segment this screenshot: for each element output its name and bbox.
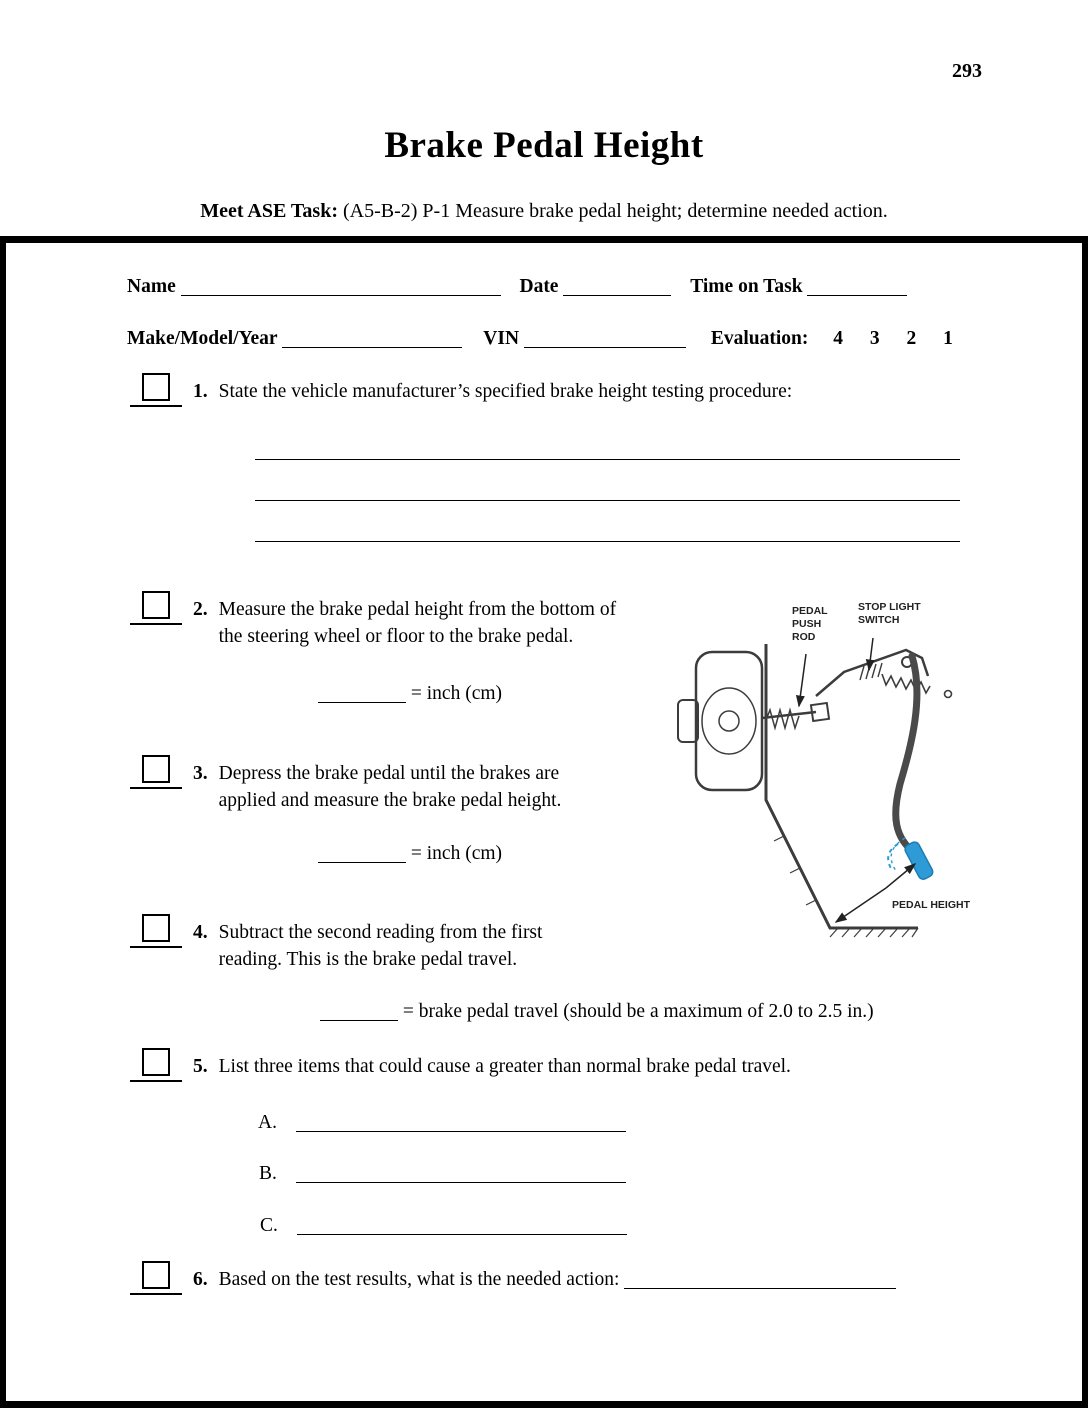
time-on-task-field[interactable] (807, 276, 907, 296)
task-checkbox-1[interactable] (130, 371, 182, 407)
task-checkbox-3[interactable] (130, 753, 182, 789)
q5-letter-a: A. (258, 1112, 277, 1133)
question-4-number: 4. (193, 922, 208, 943)
question-1 (130, 378, 980, 407)
task-checkbox-5[interactable] (130, 1046, 182, 1082)
evaluation-grade-4[interactable]: 4 (833, 328, 843, 349)
q5-letter-b: B. (259, 1163, 277, 1184)
floor-hatching (774, 836, 918, 937)
evaluation-grade-1[interactable]: 1 (943, 328, 953, 349)
question-3-text: Depress the brake pedal until the brakes are applied and measure the brake pedal height. (218, 763, 562, 812)
q3-answer (318, 843, 502, 865)
question-2-number: 2. (193, 599, 208, 620)
page-border-left (0, 236, 6, 1408)
brake-pedal-diagram (666, 592, 988, 952)
booster-hub (719, 711, 739, 731)
name-field[interactable] (181, 276, 501, 296)
pedal-pad (903, 840, 934, 881)
ase-task-line (0, 200, 1088, 223)
header-divider (0, 236, 1088, 243)
page-title: Brake Pedal Height (384, 125, 704, 166)
q6-answer-blank[interactable] (624, 1269, 896, 1289)
vin-label: VIN (483, 328, 520, 349)
question-6-number: 6. (193, 1269, 208, 1290)
q5-blank-b[interactable] (296, 1163, 626, 1183)
q3-answer-blank[interactable] (318, 843, 406, 863)
page-border-bottom (0, 1401, 1088, 1408)
switch-callout-arrow (869, 638, 873, 670)
q2-answer-suffix: = inch (cm) (410, 683, 503, 704)
q2-answer-blank[interactable] (318, 683, 406, 703)
checkbox-square (142, 591, 170, 619)
question-4-text: Subtract the second reading from the first reading. This is the brake pedal travel. (218, 922, 543, 971)
q5-blank-a[interactable] (296, 1112, 626, 1132)
return-spring (882, 674, 930, 693)
ase-task-text: (A5-B-2) P-1 Measure brake pedal height; determine needed action. (343, 200, 888, 222)
evaluation-label: Evaluation: (710, 328, 809, 349)
q1-answer-line-3[interactable] (255, 522, 960, 544)
evaluation-grade-2[interactable]: 2 (906, 328, 917, 349)
q5-item-a (258, 1112, 626, 1134)
question-5-number: 5. (193, 1056, 208, 1077)
time-on-task-label: Time on Task (690, 276, 803, 297)
q3-answer-suffix: = inch (cm) (410, 843, 503, 864)
question-5 (130, 1053, 979, 1082)
task-checkbox-6[interactable] (130, 1259, 182, 1295)
form-row-identity (127, 276, 907, 298)
name-label: Name (127, 276, 176, 297)
task-checkbox-4[interactable] (130, 912, 182, 948)
checkbox-square (142, 1048, 170, 1076)
checkbox-square (142, 755, 170, 783)
pedal-push-rod-label: PEDAL PUSH ROD (792, 605, 828, 643)
question-1-number: 1. (193, 381, 208, 402)
question-2-text: Measure the brake pedal height from the bottom of the steering wheel or floor to the brake pedal. (218, 599, 617, 648)
push-rod-spring (766, 710, 799, 728)
stop-light-switch-label: STOP LIGHT SWITCH (858, 601, 921, 626)
q1-answer-line-2[interactable] (255, 481, 960, 503)
q5-blank-c[interactable] (297, 1215, 627, 1235)
question-1-text: State the vehicle manufacturer’s specified brake height testing procedure: (218, 381, 793, 402)
checkbox-square (142, 914, 170, 942)
question-3 (130, 760, 619, 815)
q4-answer-suffix: = brake pedal travel (should be a maximum of 2.0 to 2.5 in.) (402, 1001, 874, 1022)
brake-booster (696, 652, 762, 790)
pedal-arm (896, 656, 917, 854)
q5-item-b (259, 1163, 626, 1185)
q4-answer (320, 1001, 874, 1023)
vin-field[interactable] (524, 328, 686, 348)
make-model-year-field[interactable] (282, 328, 462, 348)
date-label: Date (519, 276, 559, 297)
question-6-text: Based on the test results, what is the needed action: (218, 1269, 620, 1290)
checkbox-square (142, 373, 170, 401)
task-checkbox-2[interactable] (130, 589, 182, 625)
q4-answer-blank[interactable] (320, 1001, 398, 1021)
push-rod-callout-arrow (799, 654, 806, 706)
checkbox-square (142, 1261, 170, 1289)
evaluation-grade-3[interactable]: 3 (869, 328, 880, 349)
q5-letter-c: C. (260, 1215, 278, 1236)
booster-face (702, 688, 756, 754)
date-field[interactable] (563, 276, 671, 296)
pedal-height-label: PEDAL HEIGHT (892, 899, 970, 911)
question-6-line (219, 1266, 897, 1293)
q1-answer-line-1[interactable] (255, 440, 960, 462)
question-5-text: List three items that could cause a greater than normal brake pedal travel. (218, 1056, 791, 1077)
pedal-height-arrow-down (836, 888, 886, 922)
question-6 (130, 1266, 896, 1295)
question-3-number: 3. (193, 763, 208, 784)
page-number: 293 (952, 60, 982, 82)
q2-answer (318, 683, 502, 705)
make-model-year-label: Make/Model/Year (127, 328, 278, 349)
pedal-travel-dash-1 (888, 844, 898, 870)
form-row-vehicle (127, 328, 953, 350)
ase-task-label: Meet ASE Task: (200, 200, 338, 222)
page-border-right (1082, 236, 1088, 1408)
question-2 (130, 596, 637, 651)
question-4 (130, 919, 601, 974)
q5-item-c (260, 1215, 627, 1237)
spring-hook (945, 691, 952, 698)
